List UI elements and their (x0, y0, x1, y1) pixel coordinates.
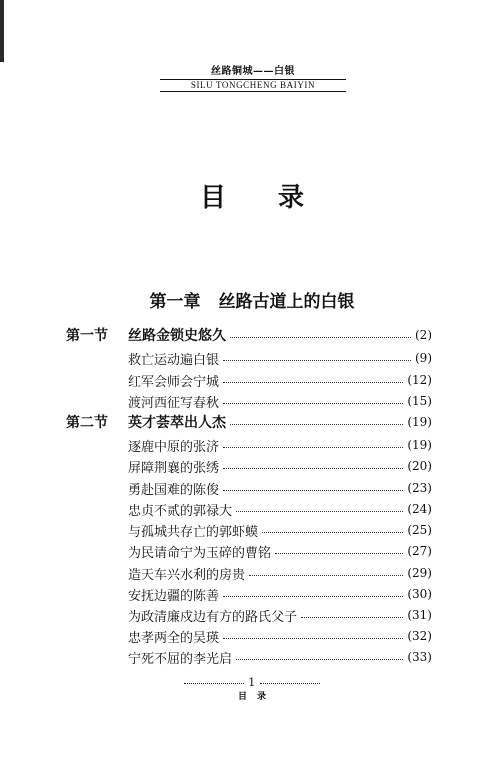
entry-title: 逐鹿中原的张济 (128, 439, 220, 455)
dot-leader (223, 629, 403, 639)
entry-title: 为民请命宁为玉碎的曹铭 (128, 545, 272, 561)
entry-page-number: (19) (407, 438, 432, 452)
header-rule-bottom (160, 91, 346, 92)
entry-page-number: (32) (407, 629, 432, 643)
running-header (160, 66, 346, 92)
header-chinese-title: 丝路铜城——白银 (211, 66, 295, 77)
entry-title: 红军会师会宁城 (128, 374, 220, 390)
dot-leader (223, 351, 411, 361)
toc-entry (66, 563, 432, 583)
entry-page-number: (12) (407, 373, 432, 387)
chapter-title: 丝路古道上的白银 (218, 292, 355, 312)
dot-leader (262, 523, 403, 533)
dot-leader (236, 502, 403, 512)
toc-entry (66, 370, 432, 390)
toc-entry (66, 348, 432, 368)
entry-title: 造天车兴水利的房贵 (128, 567, 246, 583)
dot-leader (223, 481, 403, 491)
entry-title: 忠贞不贰的郭禄大 (128, 503, 233, 519)
dot-leader (236, 650, 403, 660)
header-pinyin-title: SILU TONGCHENG BAIYIN (190, 80, 316, 90)
entry-title: 救亡运动遍白银 (128, 352, 220, 368)
entry-title: 英才荟萃出人杰 (128, 415, 226, 431)
entry-title: 为政清廉戍边有方的路氏父子 (128, 609, 298, 625)
dot-leader (301, 608, 403, 618)
dot-leader (223, 438, 403, 448)
section-label: 第一节 (66, 328, 108, 344)
toc-entry (66, 499, 432, 519)
entry-page-number: (27) (407, 544, 432, 558)
dot-leader (230, 415, 403, 425)
entry-page-number: (9) (415, 351, 432, 365)
section-label: 第二节 (66, 415, 108, 431)
page-footer (0, 676, 504, 702)
dot-leader (249, 566, 403, 576)
toc-heading: 目录 (199, 183, 356, 213)
entry-title: 渡河西征写春秋 (128, 395, 220, 411)
toc-entry (66, 647, 432, 667)
footer-label: 目录 (237, 692, 276, 702)
page-edge-mark (0, 0, 4, 62)
entry-page-number: (25) (407, 523, 432, 537)
entry-page-number: (15) (407, 394, 432, 408)
entry-title: 与孤城共存亡的郭虾蟆 (128, 524, 259, 540)
dot-leader (223, 459, 403, 469)
entry-page-number: (30) (407, 587, 432, 601)
toc-entry (66, 391, 432, 411)
entry-page-number: (24) (407, 502, 432, 516)
dot-leader (223, 373, 403, 383)
toc-entry (66, 478, 432, 498)
toc-entry (66, 605, 432, 625)
entry-title: 忠孝两全的吴瑛 (128, 630, 220, 646)
toc-entry (66, 325, 432, 345)
entry-page-number: (20) (407, 459, 432, 473)
toc-entry (66, 541, 432, 561)
entry-title: 宁死不屈的李光启 (128, 651, 233, 667)
entry-page-number: (31) (407, 608, 432, 622)
entry-page-number: (29) (407, 566, 432, 580)
chapter-heading (0, 287, 504, 312)
toc-entry (66, 435, 432, 455)
toc-entry (66, 456, 432, 476)
entry-title: 勇赴国难的陈俊 (128, 482, 220, 498)
toc-entry (66, 520, 432, 540)
dot-leader (230, 328, 411, 338)
entry-title: 安抚边疆的陈善 (128, 588, 220, 604)
toc-entry (66, 412, 432, 432)
entry-title: 屏障荆襄的张绣 (128, 460, 220, 476)
entry-page-number: (33) (407, 650, 432, 664)
dot-leader (223, 587, 403, 597)
toc-entry (66, 626, 432, 646)
toc-entry (66, 584, 432, 604)
dot-leader (223, 394, 403, 404)
entry-page-number: (19) (407, 415, 432, 429)
entry-page-number: (23) (407, 481, 432, 495)
entry-page-number: (2) (415, 328, 432, 342)
entry-title: 丝路金锁史悠久 (128, 328, 226, 344)
footer-page-number: 1 (248, 676, 256, 689)
chapter-number: 第一章 (149, 292, 201, 312)
dot-leader (275, 544, 403, 554)
